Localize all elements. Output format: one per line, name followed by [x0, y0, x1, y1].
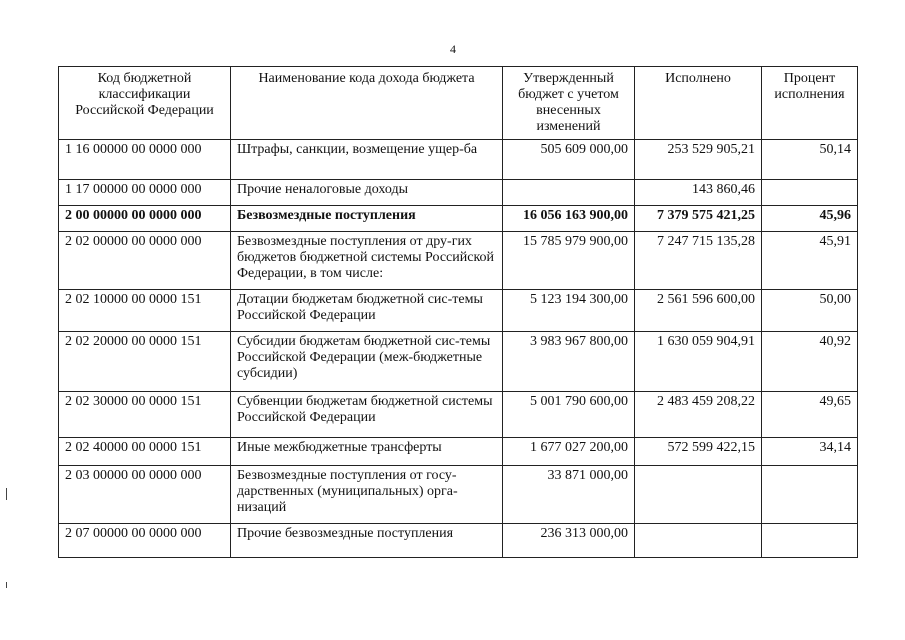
header-budget: Утвержденный бюджет с учетом внесенных изменений	[503, 67, 635, 140]
budget-execution-table	[58, 66, 858, 558]
table-header-row	[59, 67, 858, 140]
cell-percent: 34,14	[762, 438, 858, 466]
cell-name: Безвозмездные поступления от госу-дарственных (муниципальных) орга-низаций	[231, 466, 503, 524]
cell-name: Субсидии бюджетам бюджетной сис-темы Российской Федерации (меж-бюджетные субсидии)	[231, 332, 503, 392]
cell-code: 2 02 40000 00 0000 151	[59, 438, 231, 466]
cell-name: Иные межбюджетные трансферты	[231, 438, 503, 466]
cell-budget: 1 677 027 200,00	[503, 438, 635, 466]
cell-name: Дотации бюджетам бюджетной сис-темы Российской Федерации	[231, 290, 503, 332]
cell-budget: 33 871 000,00	[503, 466, 635, 524]
cell-name: Прочие неналоговые доходы	[231, 180, 503, 206]
cell-executed: 1 630 059 904,91	[635, 332, 762, 392]
cell-budget: 5 001 790 600,00	[503, 392, 635, 438]
cell-code: 1 17 00000 00 0000 000	[59, 180, 231, 206]
cell-executed: 2 561 596 600,00	[635, 290, 762, 332]
cell-budget: 3 983 967 800,00	[503, 332, 635, 392]
cell-code: 2 02 00000 00 0000 000	[59, 232, 231, 290]
cell-name: Прочие безвозмездные поступления	[231, 524, 503, 558]
header-percent: Процент исполнения	[762, 67, 858, 140]
cell-executed: 7 379 575 421,25	[635, 206, 762, 232]
cell-code: 2 07 00000 00 0000 000	[59, 524, 231, 558]
table-row	[59, 180, 858, 206]
cell-percent	[762, 466, 858, 524]
cell-budget: 5 123 194 300,00	[503, 290, 635, 332]
scan-edge-mark	[6, 582, 7, 588]
table-row	[59, 524, 858, 558]
cell-executed	[635, 524, 762, 558]
cell-budget: 15 785 979 900,00	[503, 232, 635, 290]
cell-percent	[762, 180, 858, 206]
page-number: 4	[450, 42, 456, 56]
scan-edge-mark	[6, 488, 7, 500]
cell-percent	[762, 524, 858, 558]
table-row	[59, 140, 858, 180]
table-row	[59, 206, 858, 232]
table-row	[59, 392, 858, 438]
header-name: Наименование кода дохода бюджета	[231, 67, 503, 140]
table-row	[59, 438, 858, 466]
cell-code: 2 00 00000 00 0000 000	[59, 206, 231, 232]
cell-budget: 16 056 163 900,00	[503, 206, 635, 232]
cell-percent: 49,65	[762, 392, 858, 438]
cell-name: Штрафы, санкции, возмещение ущер-ба	[231, 140, 503, 180]
cell-code: 2 03 00000 00 0000 000	[59, 466, 231, 524]
cell-name: Субвенции бюджетам бюджетной системы Российской Федерации	[231, 392, 503, 438]
cell-percent: 50,14	[762, 140, 858, 180]
cell-percent: 50,00	[762, 290, 858, 332]
cell-executed: 143 860,46	[635, 180, 762, 206]
cell-percent: 45,96	[762, 206, 858, 232]
cell-percent: 45,91	[762, 232, 858, 290]
table-row	[59, 232, 858, 290]
cell-budget	[503, 180, 635, 206]
cell-executed: 2 483 459 208,22	[635, 392, 762, 438]
cell-executed: 572 599 422,15	[635, 438, 762, 466]
cell-executed: 7 247 715 135,28	[635, 232, 762, 290]
cell-name: Безвозмездные поступления от дру-гих бюджетов бюджетной системы Российской Федерации, в том числе:	[231, 232, 503, 290]
cell-name: Безвозмездные поступления	[231, 206, 503, 232]
cell-code: 1 16 00000 00 0000 000	[59, 140, 231, 180]
cell-budget: 505 609 000,00	[503, 140, 635, 180]
header-executed: Исполнено	[635, 67, 762, 140]
cell-budget: 236 313 000,00	[503, 524, 635, 558]
cell-executed	[635, 466, 762, 524]
table-row	[59, 332, 858, 392]
header-code: Код бюджетной классификации Российской Федерации	[59, 67, 231, 140]
table-row	[59, 290, 858, 332]
table-row	[59, 466, 858, 524]
cell-code: 2 02 10000 00 0000 151	[59, 290, 231, 332]
cell-executed: 253 529 905,21	[635, 140, 762, 180]
cell-percent: 40,92	[762, 332, 858, 392]
cell-code: 2 02 20000 00 0000 151	[59, 332, 231, 392]
cell-code: 2 02 30000 00 0000 151	[59, 392, 231, 438]
